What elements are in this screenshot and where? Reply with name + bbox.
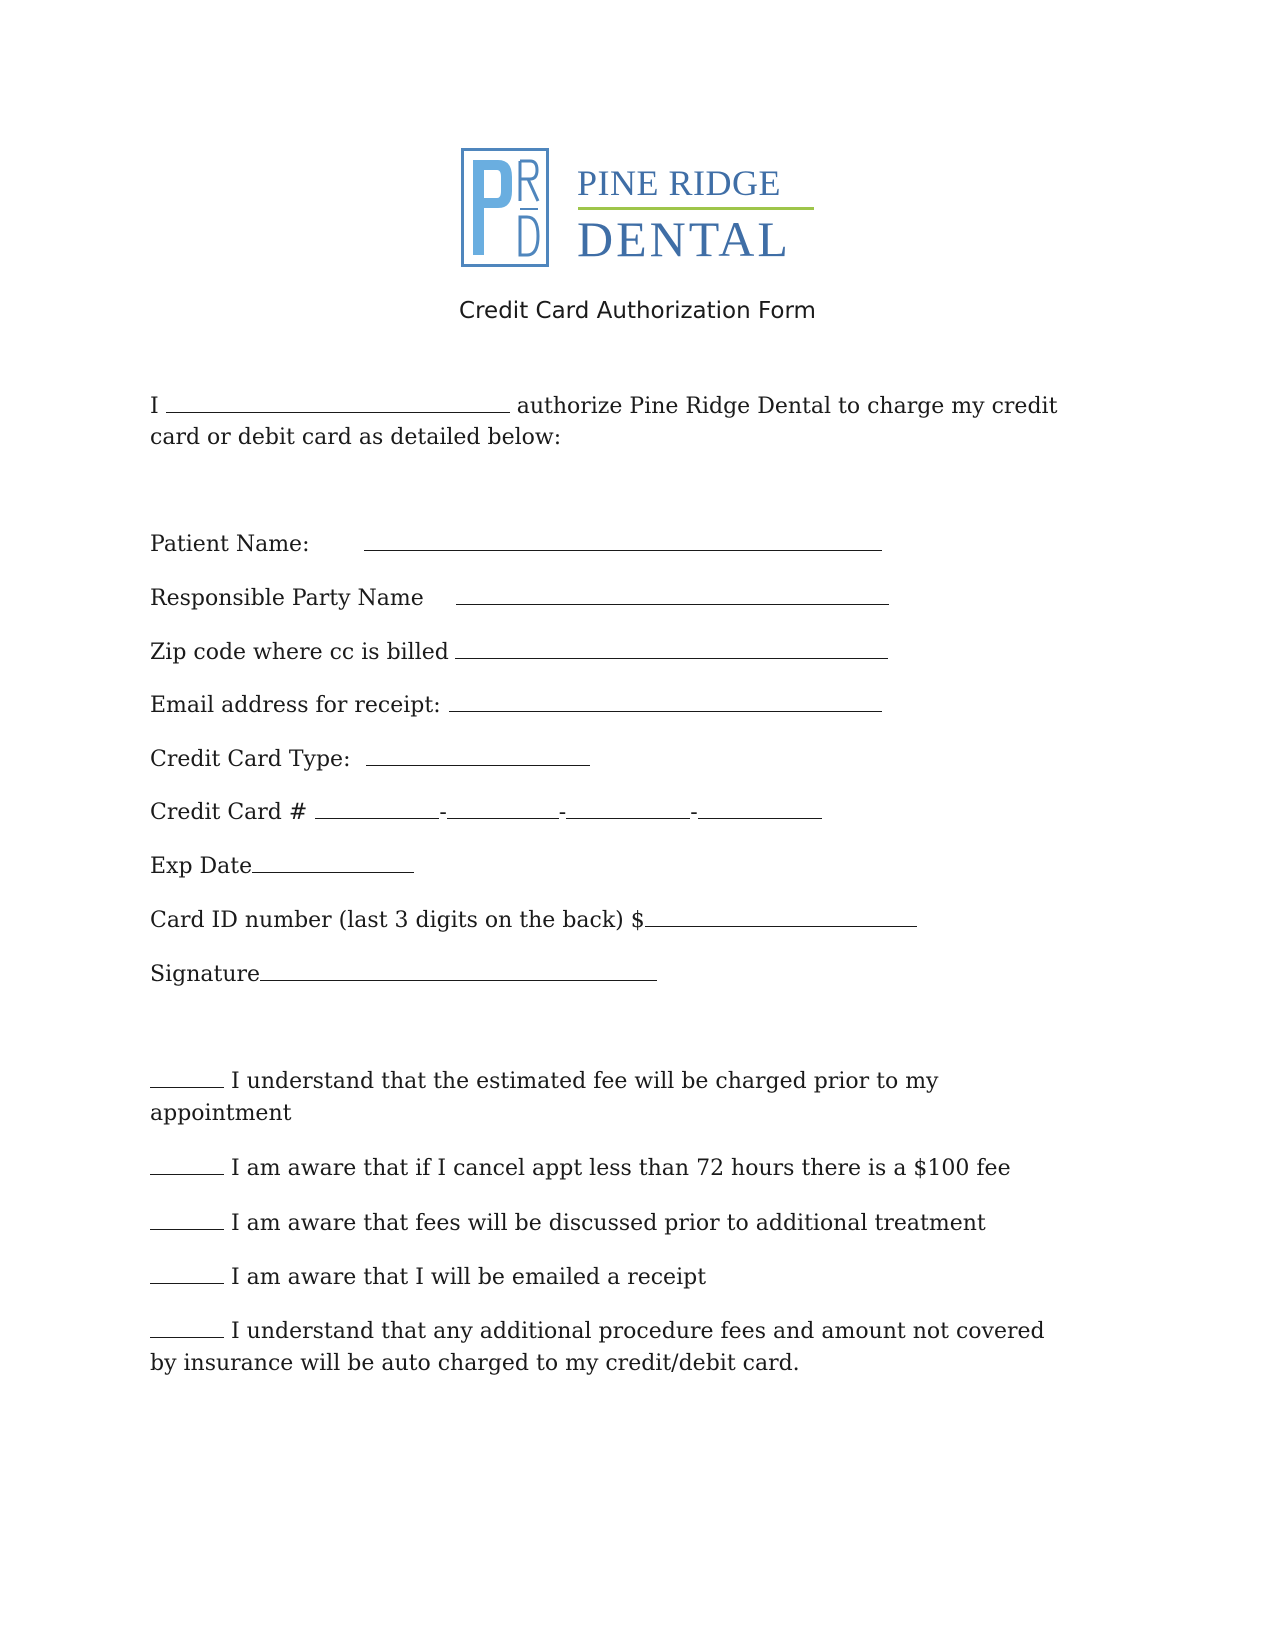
responsible-party-field[interactable]: [456, 582, 889, 605]
signature-row: [150, 958, 657, 990]
card-id-label: Card ID number (last 3 digits on the back) $: [150, 908, 645, 933]
acknowledgement-initials-field[interactable]: [150, 1207, 224, 1230]
pine-ridge-dental-logo: [461, 148, 816, 273]
zip-code-label: Zip code where cc is billed: [150, 640, 449, 665]
email-label: Email address for receipt:: [150, 693, 441, 718]
responsible-party-row: [150, 582, 889, 614]
card-number-separator: -: [690, 800, 698, 825]
acknowledgement-continuation: by insurance will be auto charged to my credit/debit card.: [150, 1351, 800, 1376]
acknowledgement-text: I am aware that if I cancel appt less than 72 hours there is a $100 fee: [231, 1156, 1011, 1181]
card-number-group-1[interactable]: [315, 796, 439, 819]
zip-code-field[interactable]: [455, 636, 888, 659]
exp-date-row: [150, 850, 414, 882]
logo-text-pine-ridge: PINE RIDGE: [577, 163, 781, 203]
acknowledgement-initials-field[interactable]: [150, 1065, 224, 1088]
acknowledgement-item: [150, 1315, 1045, 1347]
card-id-field[interactable]: [645, 904, 917, 927]
acknowledgement-text: I am aware that fees will be discussed prior to additional treatment: [231, 1211, 986, 1236]
card-type-row: [150, 743, 590, 775]
logo-monogram: [461, 148, 549, 267]
email-field[interactable]: [449, 689, 882, 712]
email-row: [150, 689, 882, 721]
card-number-row: [150, 796, 822, 828]
card-number-group-4[interactable]: [698, 796, 822, 819]
card-number-separator: -: [558, 800, 567, 825]
card-number-separator: -: [439, 800, 447, 825]
acknowledgement-text: I understand that the estimated fee will be charged prior to my: [231, 1069, 939, 1094]
intro-line: [150, 390, 1057, 422]
intro-continuation: card or debit card as detailed below:: [150, 425, 562, 450]
acknowledgement-text: I understand that any additional procedure fees and amount not covered: [231, 1319, 1045, 1344]
acknowledgement-initials-field[interactable]: [150, 1152, 224, 1175]
acknowledgement-item: [150, 1207, 986, 1239]
card-type-label: Credit Card Type:: [150, 747, 351, 772]
card-type-field[interactable]: [366, 743, 590, 766]
zip-code-row: [150, 636, 888, 668]
intro-suffix: authorize Pine Ridge Dental to charge my credit: [516, 394, 1058, 419]
responsible-party-label: Responsible Party Name: [150, 586, 424, 611]
patient-name-field[interactable]: [364, 528, 882, 551]
card-number-label: Credit Card #: [150, 800, 308, 825]
patient-name-label: Patient Name:: [150, 532, 310, 557]
form-title: Credit Card Authorization Form: [459, 298, 816, 324]
acknowledgement-continuation: appointment: [150, 1101, 292, 1126]
logo-text-dental: DENTAL: [577, 211, 791, 267]
intro-prefix: I: [150, 394, 159, 419]
acknowledgement-initials-field[interactable]: [150, 1261, 224, 1284]
acknowledgement-initials-field[interactable]: [150, 1315, 224, 1338]
acknowledgement-item: [150, 1152, 1011, 1184]
exp-date-label: Exp Date: [150, 854, 253, 879]
card-number-group-2[interactable]: [447, 796, 559, 819]
authorizer-name-blank[interactable]: [166, 390, 510, 413]
signature-field[interactable]: [260, 958, 657, 981]
card-number-group-3[interactable]: [566, 796, 690, 819]
acknowledgement-text: I am aware that I will be emailed a receipt: [231, 1265, 707, 1290]
prd-monogram-icon: [464, 151, 546, 264]
exp-date-field[interactable]: [252, 850, 414, 873]
acknowledgement-item: [150, 1065, 938, 1097]
acknowledgement-item: [150, 1261, 706, 1293]
signature-label: Signature: [150, 962, 261, 987]
patient-name-row: [150, 528, 882, 560]
card-id-row: [150, 904, 917, 936]
